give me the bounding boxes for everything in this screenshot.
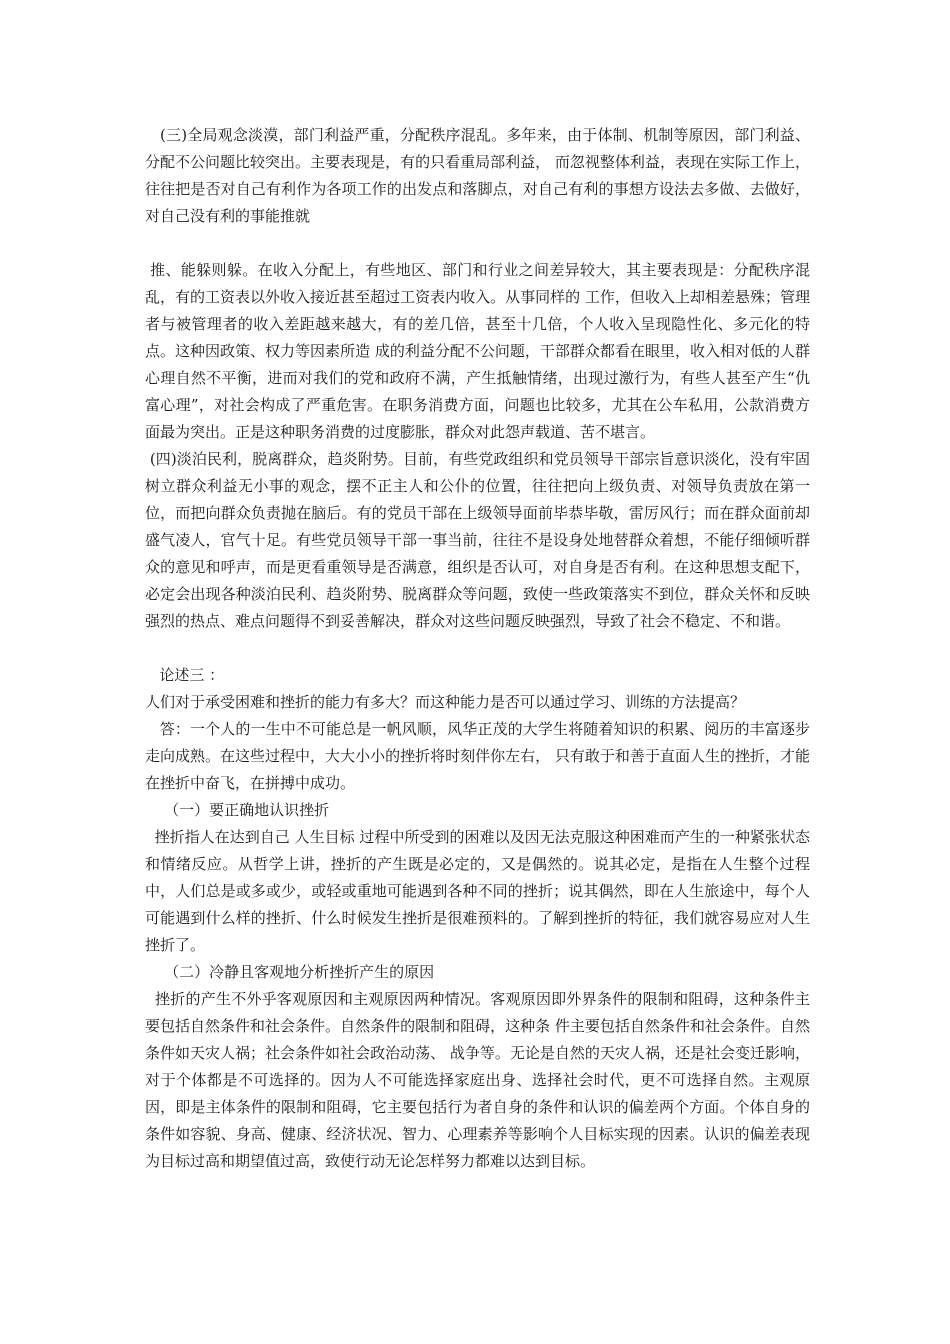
section-three-intro-paragraph: (三)全局观念淡漠，部门利益严重，分配秩序混乱。多年来，由于体制、机制等原因，部门利益、分配不公问题比较突出。主要表现是，有的只看重局部利益， 而忽视整体利益，表现在实际工作上，往往把是否对自己有利作为各项工作的出发点和落脚点，对自己有利的事想方设法去多做、去做好，对自己没有利的事能推就 <box>145 126 810 225</box>
paragraph-gap <box>145 635 810 662</box>
essay-three-question: 人们对于承受困难和挫折的能力有多大？而这种能力是否可以通过学习、训练的方法提高？ <box>145 693 746 711</box>
point-one-body: 挫折指人在达到自己 人生目标 过程中所受到的困难以及因无法克服这种困难而产生的一种紧张状态和情绪反应。从哲学上讲，挫折的产生既是必定的，又是偶然的。说其必定，是指在人生整个过程中，人们总是或多或少，或轻或重地可能遇到各种不同的挫折；说其偶然，即在人生旅途中，每个人可能遇到什么样的挫折、什么时候发生挫折是很难预料的。了解到挫折的特征，我们就容易应对人生挫折了。 <box>145 828 810 954</box>
section-three-continued-paragraph: 推、能躲则躲。在收入分配上，有些地区、部门和行业之间差异较大，其主要表现是：分配秩序混乱，有的工资表以外收入接近甚至超过工资表内收入。从事同样的 工作，但收入上却相差悬殊；管理者与被管理者的收入差距越来越大，有的差几倍，甚至十几倍，个人收入呈现隐性化、多元化的特点。这种因政策、权力等因素所造 成的利益分配不公问题，干部群众都看在眼里，收入相对低的人群心理自然不平衡，进而对我们的党和政府不满，产生抵触情绪，出现过激行为，有些人甚至产生“仇 富心理”，对社会构成了严重危害。在职务消费方面，问题也比较多，尤其在公车私用，公款消费方面最为突出。正是这种职务消费的过度膨胀，群众对此怨声载道、苦不堪言。 <box>145 261 815 441</box>
essay-three-answer: 答：一个人的一生中不可能总是一帆风顺，风华正茂的大学生将随着知识的积累、阅历的丰富逐步走向成熟。在这些过程中，大大小小的挫折将时刻伴你左右， 只有敢于和善于直面人生的挫折，才能在挫折中奋飞，在拼搏中成功。 <box>145 720 810 792</box>
point-one-heading: （一）要正确地认识挫折 <box>145 801 330 819</box>
paragraph-gap <box>145 230 810 257</box>
point-two-body: 挫折的产生不外乎客观原因和主观原因两种情况。客观原因即外界条件的限制和阻碍，这种条件主要包括自然条件和社会条件。自然条件的限制和阻碍，这种条 件主要包括自然条件和社会条件。自然条件如天灾人祸；社会条件如社会政治动荡、 战争等。无论是自然的天灾人祸，还是社会变迁影响，对于个体都是不可选择的。因为人不可能选择家庭出身、选择社会时代，更不可选择自然。主观原因，即是主体条件的限制和阻碍，它主要包括行为者自身的条件和认识的偏差两个方面。个体自身的条件如容貌、身高、健康、经济状况、智力、心理素养等影响个人目标实现的因素。认识的偏差表现为目标过高和期望值过高，致使行动无论怎样努力都难以达到目标。 <box>145 990 810 1170</box>
essay-three-heading: 论述三 ： <box>145 666 225 684</box>
section-four-paragraph: (四)淡泊民利，脱离群众，趋炎附势。目前，有些党政组织和党员领导干部宗旨意识淡化，没有牢固树立群众利益无小事的观念，摆不正主人和公仆的位置，往往把向上级负责、对领导负责放在第一位，而把向群众负责抛在脑后。有的党员干部在上级领导面前毕恭毕敬，雷厉风行；而在群众面前却盛气凌人，官气十足。有些党员领导干部一事当前，往往不是设身处地替群众着想，不能仔细倾听群众的意见和呼声，而是更看重领导是否满意，组织是否认可，对自身是否有利。在这种思想支配下，必定会出现各种淡泊民利、趋炎附势、脱离群众等问题，致使一些政策落实不到位，群众关怀和反映强烈的热点、难点问题得不到妥善解决，群众对这些问题反映强烈，导致了社会不稳定、不和谐。 <box>145 450 810 630</box>
point-two-heading: （二）冷静且客观地分析挫折产生的原因 <box>145 963 435 981</box>
document-body <box>145 122 815 1175</box>
